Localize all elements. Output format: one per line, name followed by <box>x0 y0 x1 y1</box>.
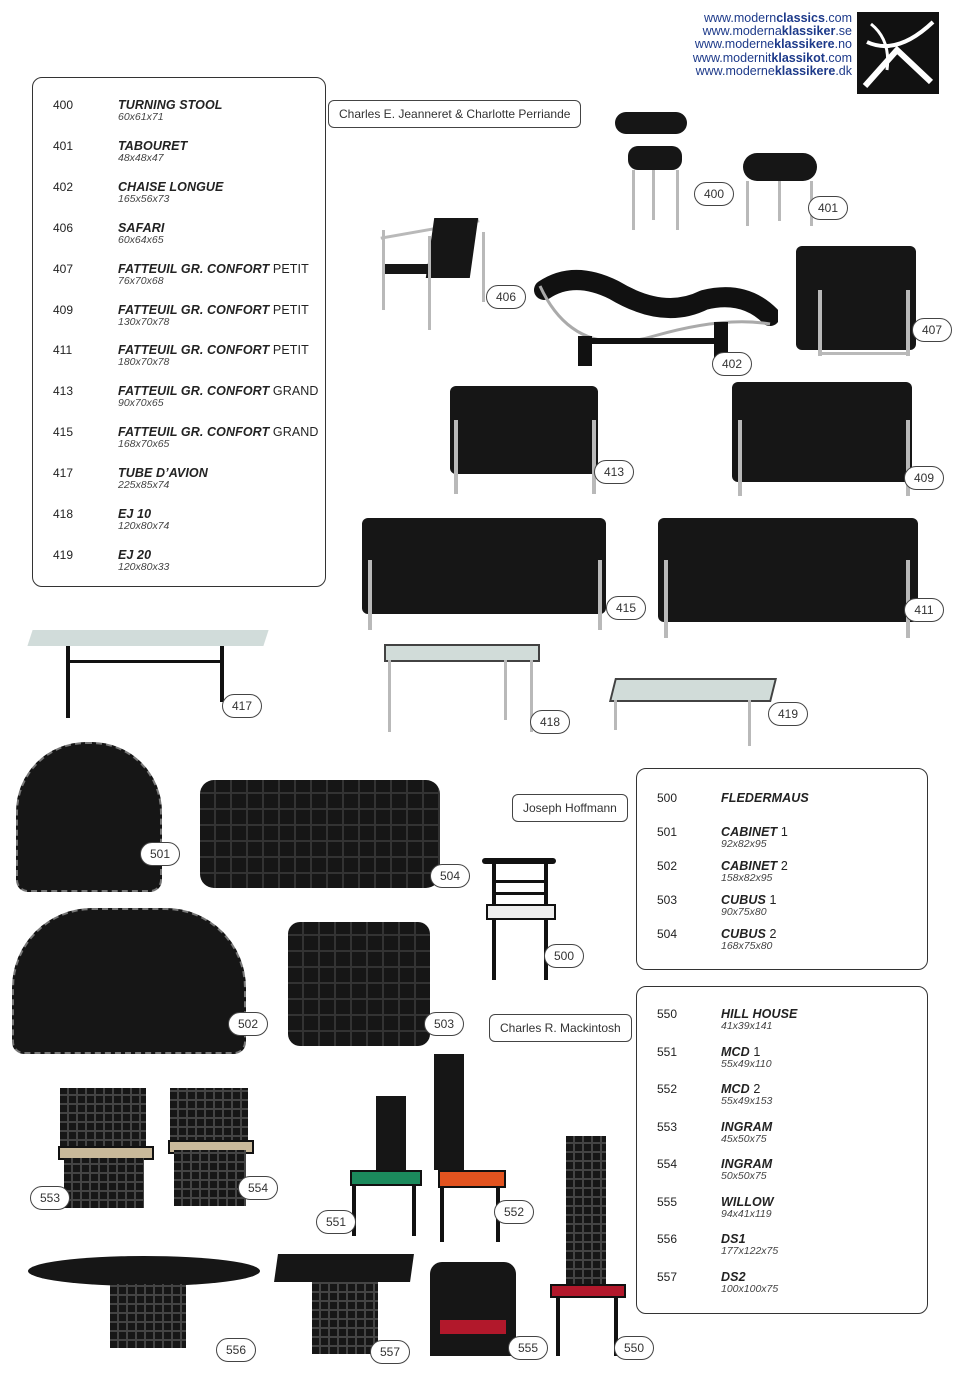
website-link[interactable]: www.modernclassics.com <box>703 11 852 25</box>
product-name: MCD 2 <box>721 1082 761 1096</box>
product-dimensions: 60x61x71 <box>118 111 164 123</box>
product-dimensions: 168x75x80 <box>721 940 773 952</box>
product-dimensions: 177x122x75 <box>721 1245 779 1257</box>
product-tag[interactable]: 551 <box>316 1210 356 1234</box>
product-code: 553 <box>657 1119 678 1134</box>
product-tag[interactable]: 407 <box>912 318 952 342</box>
product-name: FATTEUIL GR. CONFORT GRAND <box>118 384 319 399</box>
product-code: 550 <box>657 1007 678 1021</box>
spec-row <box>637 1232 927 1260</box>
product-name: CUBUS 2 <box>721 927 777 941</box>
designer-label: Charles R. Mackintosh <box>489 1014 632 1042</box>
product-code: 409 <box>53 302 74 317</box>
website-link[interactable]: www.moderneklassikere.dk <box>695 63 852 78</box>
product-code: 556 <box>657 1232 678 1246</box>
product-code: 411 <box>53 343 73 358</box>
website-link[interactable]: www.modernitklassikot.com <box>692 50 852 65</box>
product-tag[interactable]: 553 <box>30 1186 70 1210</box>
product-code: 555 <box>657 1194 678 1209</box>
product-name: FATTEUIL GR. CONFORT GRAND <box>118 425 319 440</box>
product-dimensions: 55x49x153 <box>721 1095 773 1107</box>
product-name: INGRAM <box>721 1119 773 1134</box>
product-name: DS1 <box>721 1232 746 1246</box>
spec-row <box>33 548 325 576</box>
product-name: EJ 20 <box>118 547 152 562</box>
product-code: 551 <box>657 1044 678 1059</box>
spec-row <box>637 1270 927 1298</box>
product-name: CHAISE LONGUE <box>118 179 224 194</box>
product-name: TUBE D’AVION <box>118 466 208 481</box>
product-dimensions: 48x48x47 <box>118 151 164 164</box>
product-tag[interactable]: 504 <box>430 864 470 888</box>
product-tag[interactable]: 413 <box>594 460 634 484</box>
product-code: 413 <box>53 384 74 399</box>
spec-row <box>33 466 325 494</box>
product-dimensions: 92x82x95 <box>721 838 767 850</box>
product-name: TURNING STOOL <box>118 98 223 112</box>
spec-row <box>637 1157 927 1185</box>
product-code: 500 <box>657 791 678 805</box>
product-name: TABOURET <box>118 138 188 153</box>
product-dimensions: 55x49x110 <box>721 1057 772 1070</box>
product-code: 418 <box>53 507 74 521</box>
product-dimensions: 180x70x78 <box>118 356 170 369</box>
spec-row <box>33 262 325 290</box>
website-link[interactable]: www.modernaklassiker.se <box>702 24 852 39</box>
spec-row <box>637 893 927 921</box>
spec-row <box>33 180 325 208</box>
product-name: INGRAM <box>721 1157 773 1171</box>
spec-row <box>637 825 927 853</box>
product-name: FATTEUIL GR. CONFORT PETIT <box>118 302 309 317</box>
product-dimensions: 41x39x141 <box>721 1020 773 1032</box>
product-tag[interactable]: 401 <box>808 196 848 220</box>
product-dimensions: 165x56x73 <box>118 192 170 205</box>
product-dimensions: 90x75x80 <box>721 906 767 918</box>
product-name: FATTEUIL GR. CONFORT PETIT <box>118 261 309 276</box>
product-dimensions: 100x100x75 <box>721 1282 779 1295</box>
product-tag[interactable]: 503 <box>424 1012 464 1036</box>
product-tag[interactable]: 557 <box>370 1340 410 1364</box>
product-dimensions: 45x50x75 <box>721 1132 767 1145</box>
product-dimensions: 120x80x33 <box>118 560 170 573</box>
product-name: FLEDERMAUS <box>721 791 809 805</box>
product-name: MCD 1 <box>721 1044 761 1059</box>
spec-panel-mackintosh <box>636 986 928 1314</box>
product-code: 406 <box>53 220 74 235</box>
spec-row <box>33 303 325 331</box>
product-dimensions: 168x70x65 <box>118 438 170 451</box>
spec-row <box>33 507 325 535</box>
product-code: 419 <box>53 547 74 562</box>
product-tag[interactable]: 400 <box>694 182 734 206</box>
product-code: 415 <box>53 425 74 440</box>
product-tag[interactable]: 501 <box>140 842 180 866</box>
spec-row <box>637 1120 927 1148</box>
product-code: 400 <box>53 98 74 112</box>
product-tag[interactable]: 554 <box>238 1176 278 1200</box>
product-dimensions: 225x85x74 <box>118 479 170 492</box>
product-dimensions: 90x70x65 <box>118 397 164 410</box>
product-tag[interactable]: 411 <box>904 598 944 622</box>
product-dimensions: 130x70x78 <box>118 315 170 328</box>
spec-row <box>33 139 325 167</box>
product-tag[interactable]: 550 <box>614 1336 654 1360</box>
product-tag[interactable]: 418 <box>530 710 570 734</box>
product-dimensions: 94x41x119 <box>721 1207 772 1220</box>
product-name: DS2 <box>721 1269 746 1284</box>
product-code: 502 <box>657 859 678 873</box>
product-name: CABINET 1 <box>721 825 788 839</box>
product-code: 504 <box>657 927 678 941</box>
spec-row <box>33 98 325 126</box>
product-tag[interactable]: 556 <box>216 1338 256 1362</box>
designer-label: Charles E. Jeanneret & Charlotte Perriande <box>328 100 581 128</box>
product-code: 402 <box>53 179 74 194</box>
product-code: 401 <box>53 138 74 153</box>
website-link[interactable]: www.moderneklassikere.no <box>694 37 852 52</box>
product-dimensions: 60x64x65 <box>118 233 164 246</box>
product-dimensions: 50x50x75 <box>721 1170 767 1182</box>
product-code: 407 <box>53 261 74 276</box>
spec-row <box>637 791 927 819</box>
product-name: FATTEUIL GR. CONFORT PETIT <box>118 343 309 358</box>
product-code: 503 <box>657 893 678 907</box>
product-tag[interactable]: 406 <box>486 285 526 309</box>
product-code: 557 <box>657 1269 678 1284</box>
spec-panel-le-corbusier <box>32 77 326 587</box>
product-name: HILL HOUSE <box>721 1007 798 1021</box>
spec-row <box>33 221 325 249</box>
product-name: CABINET 2 <box>721 859 788 873</box>
website-list <box>693 12 852 78</box>
product-dimensions: 158x82x95 <box>721 872 773 884</box>
product-code: 501 <box>657 825 678 839</box>
product-tag[interactable]: 419 <box>768 702 808 726</box>
spec-row <box>33 343 325 371</box>
product-dimensions: 76x70x68 <box>118 274 164 287</box>
product-tag[interactable]: 415 <box>606 596 646 620</box>
product-name: WILLOW <box>721 1194 774 1209</box>
spec-row <box>637 1082 927 1110</box>
product-tag[interactable]: 555 <box>508 1336 548 1360</box>
product-code: 554 <box>657 1157 678 1171</box>
product-name: CUBUS 1 <box>721 893 777 907</box>
spec-row <box>33 384 325 412</box>
product-code: 417 <box>53 466 74 481</box>
product-name: EJ 10 <box>118 507 152 521</box>
designer-label: Joseph Hoffmann <box>512 794 628 822</box>
brand-logo <box>857 12 939 94</box>
product-name: SAFARI <box>118 220 165 235</box>
product-tag[interactable]: 417 <box>222 694 262 718</box>
spec-row <box>637 1007 927 1035</box>
spec-panel-hoffmann <box>636 768 928 970</box>
spec-row <box>637 859 927 887</box>
product-tag[interactable]: 502 <box>228 1012 268 1036</box>
product-tag[interactable]: 500 <box>544 944 584 968</box>
spec-row <box>637 1195 927 1223</box>
product-code: 552 <box>657 1082 678 1096</box>
spec-row <box>637 1045 927 1073</box>
product-dimensions: 120x80x74 <box>118 520 170 532</box>
product-tag[interactable]: 409 <box>904 466 944 490</box>
product-tag[interactable]: 402 <box>712 352 752 376</box>
product-tag[interactable]: 552 <box>494 1200 534 1224</box>
spec-row <box>637 927 927 955</box>
spec-row <box>33 425 325 453</box>
